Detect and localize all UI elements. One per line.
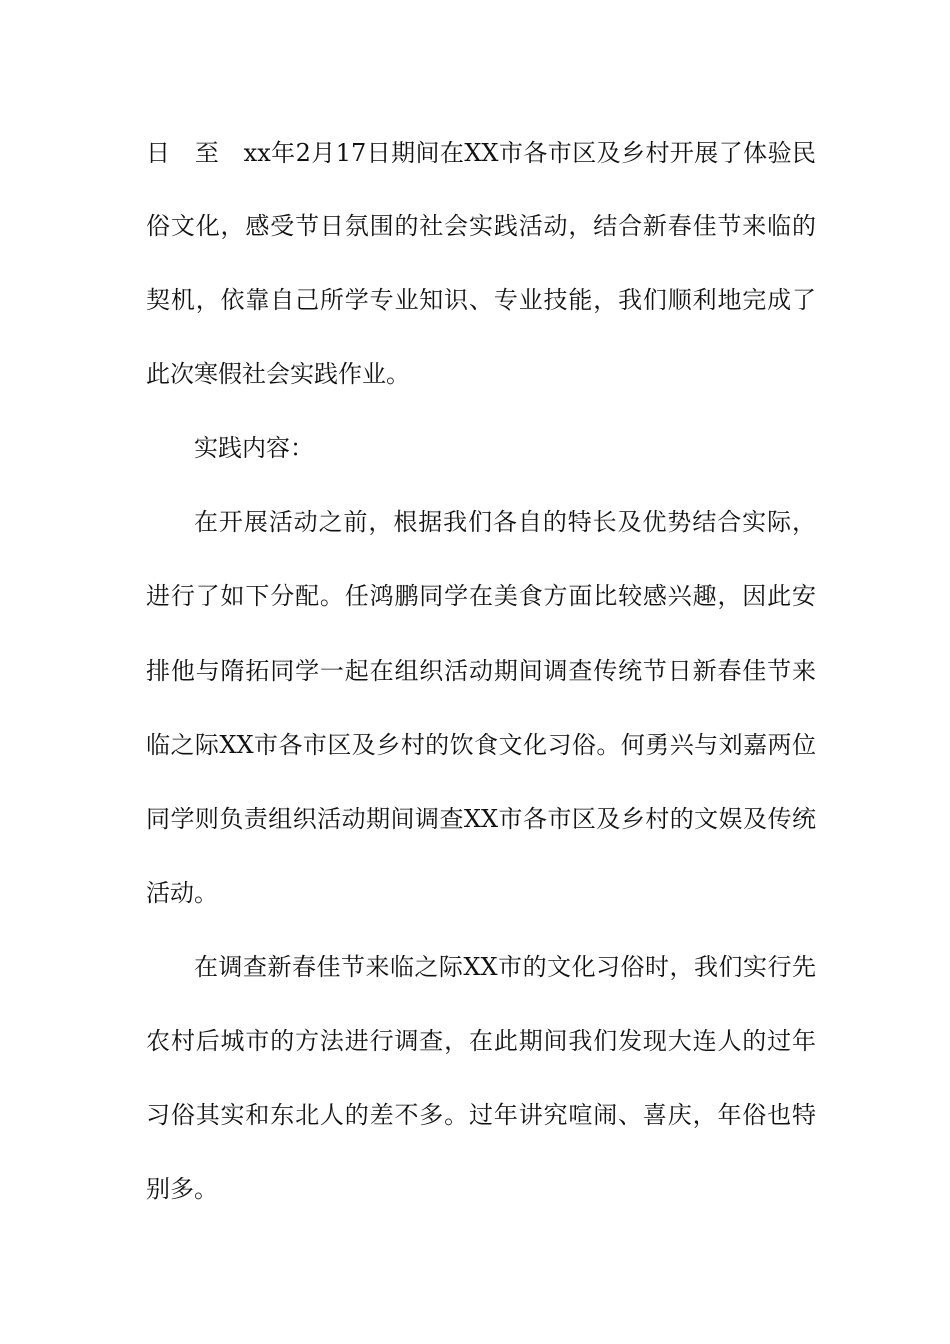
paragraph-4-line-1: 在调查新春佳节来临之际XX市的文化习俗时，我们实行先	[194, 953, 816, 981]
paragraph-4-line-2: 农村后城市的方法进行调查，在此期间我们发现大连人的过年	[146, 1027, 816, 1055]
paragraph-4-line-3: 习俗其实和东北人的差不多。过年讲究喧闹、喜庆，年俗也特	[146, 1101, 816, 1129]
paragraph-3-line-2: 进行了如下分配。任鸿鹏同学在美食方面比较感兴趣，因此安	[146, 582, 816, 610]
section-heading: 实践内容：	[194, 434, 314, 462]
paragraph-3-line-6: 活动。	[146, 879, 218, 907]
paragraph-4-line-4: 别多。	[146, 1175, 218, 1203]
paragraph-1-line-2: 俗文化，感受节日氛围的社会实践活动，结合新春佳节来临的	[146, 212, 816, 240]
paragraph-1-line-3: 契机，依靠自己所学专业知识、专业技能，我们顺利地完成了	[146, 286, 816, 314]
paragraph-1-line-1: 日 至 xx年2月17日期间在XX市各市区及乡村开展了体验民	[146, 139, 816, 167]
paragraph-3-line-1: 在开展活动之前，根据我们各自的特长及优势结合实际，	[194, 508, 816, 536]
paragraph-3-line-4: 临之际XX市各市区及乡村的饮食文化习俗。何勇兴与刘嘉两位	[146, 731, 816, 759]
paragraph-3-line-5: 同学则负责组织活动期间调查XX市各市区及乡村的文娱及传统	[146, 805, 816, 833]
paragraph-1-line-4: 此次寒假社会实践作业。	[146, 360, 410, 388]
paragraph-3-line-3: 排他与隋拓同学一起在组织活动期间调查传统节日新春佳节来	[146, 657, 816, 685]
